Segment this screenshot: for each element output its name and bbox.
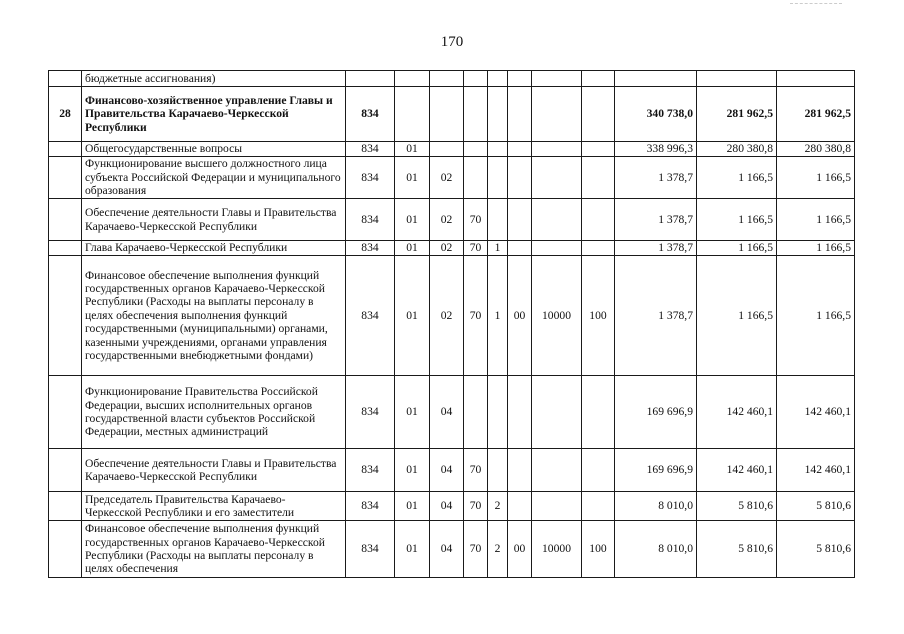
table-row — [49, 492, 855, 521]
row-code-subprogram — [488, 199, 508, 241]
row-code-vr: 100 — [582, 521, 615, 578]
row-code-direction: 10000 — [532, 256, 582, 376]
row-name: Функционирование высшего должностного лица субъекта Российской Федерации и муниципального образования — [82, 157, 346, 199]
row-value-2: 142 460,1 — [697, 449, 777, 492]
row-code-pr: 02 — [430, 199, 464, 241]
row-code-rz: 01 — [395, 492, 430, 521]
row-code-gr: 834 — [346, 521, 395, 578]
row-code-program — [464, 87, 488, 142]
row-name: Финансовое обеспечение выполнения функций государственных органов Карачаево-Черкесской Республики (Расходы на выплаты персоналу в целях обеспечения выполнения функций государственными (муниципальными) органами, казенными учреждениями, органами управления государственными внебюджетными фондами) — [82, 256, 346, 376]
table-row — [49, 521, 855, 578]
row-value-3: 1 166,5 — [777, 241, 855, 256]
row-code-direction — [532, 492, 582, 521]
row-number — [49, 71, 82, 87]
row-code-group — [508, 199, 532, 241]
row-code-program — [464, 157, 488, 199]
row-code-gr: 834 — [346, 142, 395, 157]
row-code-pr: 02 — [430, 157, 464, 199]
row-value-2: 142 460,1 — [697, 376, 777, 449]
row-number — [49, 449, 82, 492]
row-code-group — [508, 376, 532, 449]
row-value-1: 1 378,7 — [615, 256, 697, 376]
row-code-pr: 02 — [430, 256, 464, 376]
row-value-3: 281 962,5 — [777, 87, 855, 142]
row-value-3: 5 810,6 — [777, 521, 855, 578]
row-code-gr: 834 — [346, 376, 395, 449]
row-code-rz — [395, 87, 430, 142]
table-row — [49, 376, 855, 449]
row-value-1 — [615, 71, 697, 87]
row-code-direction: 10000 — [532, 521, 582, 578]
row-code-gr: 834 — [346, 199, 395, 241]
row-code-direction — [532, 241, 582, 256]
row-value-2 — [697, 71, 777, 87]
row-code-vr — [582, 157, 615, 199]
row-code-vr — [582, 241, 615, 256]
table-row — [49, 449, 855, 492]
row-code-subprogram: 2 — [488, 492, 508, 521]
row-code-rz: 01 — [395, 142, 430, 157]
row-code-program — [464, 142, 488, 157]
row-code-pr: 04 — [430, 376, 464, 449]
row-code-program: 70 — [464, 521, 488, 578]
row-name: Обеспечение деятельности Главы и Правительства Карачаево-Черкесской Республики — [82, 199, 346, 241]
row-code-vr — [582, 199, 615, 241]
row-value-1: 338 996,3 — [615, 142, 697, 157]
row-code-group: 00 — [508, 521, 532, 578]
row-code-gr: 834 — [346, 87, 395, 142]
row-value-1: 169 696,9 — [615, 376, 697, 449]
row-value-2: 1 166,5 — [697, 199, 777, 241]
row-code-gr: 834 — [346, 492, 395, 521]
row-code-vr — [582, 87, 615, 142]
row-value-3: 142 460,1 — [777, 449, 855, 492]
table-row — [49, 241, 855, 256]
page-number: 170 — [440, 34, 464, 50]
table-row — [49, 199, 855, 241]
row-code-direction — [532, 376, 582, 449]
row-value-1: 1 378,7 — [615, 241, 697, 256]
row-code-direction — [532, 142, 582, 157]
table-row — [49, 142, 855, 157]
row-name: Глава Карачаево-Черкесской Республики — [82, 241, 346, 256]
row-code-group — [508, 71, 532, 87]
row-code-pr — [430, 71, 464, 87]
row-code-pr — [430, 87, 464, 142]
row-code-subprogram — [488, 376, 508, 449]
row-value-1: 8 010,0 — [615, 492, 697, 521]
budget-table — [48, 70, 855, 578]
row-number — [49, 492, 82, 521]
row-code-rz: 01 — [395, 521, 430, 578]
row-code-subprogram — [488, 449, 508, 492]
row-name: Финансово-хозяйственное управление Главы и Правительства Карачаево-Черкесской Республики — [82, 87, 346, 142]
row-value-3: 1 166,5 — [777, 157, 855, 199]
row-value-1: 1 378,7 — [615, 199, 697, 241]
row-value-2: 1 166,5 — [697, 256, 777, 376]
row-value-1: 340 738,0 — [615, 87, 697, 142]
row-number — [49, 376, 82, 449]
row-code-direction — [532, 157, 582, 199]
row-code-group — [508, 142, 532, 157]
row-code-pr: 04 — [430, 449, 464, 492]
row-code-program — [464, 376, 488, 449]
row-code-subprogram — [488, 87, 508, 142]
row-code-vr — [582, 449, 615, 492]
row-code-rz: 01 — [395, 199, 430, 241]
row-value-2: 1 166,5 — [697, 241, 777, 256]
table-row — [49, 256, 855, 376]
row-code-pr: 04 — [430, 492, 464, 521]
row-value-3: 142 460,1 — [777, 376, 855, 449]
row-code-rz: 01 — [395, 157, 430, 199]
row-code-rz: 01 — [395, 449, 430, 492]
row-code-program: 70 — [464, 241, 488, 256]
row-code-program — [464, 71, 488, 87]
row-name: Обеспечение деятельности Главы и Правительства Карачаево-Черкесской Республики — [82, 449, 346, 492]
row-number — [49, 199, 82, 241]
row-code-group — [508, 449, 532, 492]
row-value-2: 281 962,5 — [697, 87, 777, 142]
row-code-rz: 01 — [395, 376, 430, 449]
row-code-gr — [346, 71, 395, 87]
row-code-pr: 04 — [430, 521, 464, 578]
row-code-group: 00 — [508, 256, 532, 376]
row-code-program: 70 — [464, 449, 488, 492]
row-code-group — [508, 157, 532, 199]
row-value-1: 1 378,7 — [615, 157, 697, 199]
scan-artifact — [790, 3, 842, 5]
row-value-1: 8 010,0 — [615, 521, 697, 578]
row-code-gr: 834 — [346, 241, 395, 256]
row-code-group — [508, 492, 532, 521]
row-number — [49, 521, 82, 578]
row-code-gr: 834 — [346, 256, 395, 376]
row-value-3: 1 166,5 — [777, 199, 855, 241]
row-code-subprogram: 1 — [488, 241, 508, 256]
table-row — [49, 71, 855, 87]
row-code-gr: 834 — [346, 449, 395, 492]
row-name: Общегосударственные вопросы — [82, 142, 346, 157]
row-code-vr — [582, 376, 615, 449]
row-code-group — [508, 241, 532, 256]
row-code-program: 70 — [464, 199, 488, 241]
row-code-vr — [582, 71, 615, 87]
row-name: бюджетные ассигнования) — [82, 71, 346, 87]
row-code-rz: 01 — [395, 241, 430, 256]
row-value-3: 1 166,5 — [777, 256, 855, 376]
row-number: 28 — [49, 87, 82, 142]
row-value-3 — [777, 71, 855, 87]
row-code-pr — [430, 142, 464, 157]
row-code-subprogram — [488, 142, 508, 157]
row-name: Председатель Правительства Карачаево-Черкесской Республики и его заместители — [82, 492, 346, 521]
row-code-subprogram — [488, 71, 508, 87]
table-row — [49, 157, 855, 199]
row-value-3: 280 380,8 — [777, 142, 855, 157]
row-code-direction — [532, 199, 582, 241]
row-code-direction — [532, 71, 582, 87]
row-code-subprogram: 2 — [488, 521, 508, 578]
row-code-vr — [582, 492, 615, 521]
row-code-group — [508, 87, 532, 142]
row-name: Финансовое обеспечение выполнения функций государственных органов Карачаево-Черкесской Республики (Расходы на выплаты персоналу в целях обеспечения — [82, 521, 346, 578]
row-value-3: 5 810,6 — [777, 492, 855, 521]
row-code-program: 70 — [464, 256, 488, 376]
row-value-2: 1 166,5 — [697, 157, 777, 199]
row-code-vr: 100 — [582, 256, 615, 376]
row-code-direction — [532, 87, 582, 142]
row-name: Функционирование Правительства Российской Федерации, высших исполнительных органов государственной власти субъектов Российской Федерации, местных администраций — [82, 376, 346, 449]
row-value-1: 169 696,9 — [615, 449, 697, 492]
row-value-2: 280 380,8 — [697, 142, 777, 157]
row-code-gr: 834 — [346, 157, 395, 199]
row-number — [49, 157, 82, 199]
row-code-pr: 02 — [430, 241, 464, 256]
row-number — [49, 142, 82, 157]
row-code-direction — [532, 449, 582, 492]
row-value-2: 5 810,6 — [697, 492, 777, 521]
row-code-rz: 01 — [395, 256, 430, 376]
table-row — [49, 87, 855, 142]
row-code-program: 70 — [464, 492, 488, 521]
row-number — [49, 241, 82, 256]
row-value-2: 5 810,6 — [697, 521, 777, 578]
row-number — [49, 256, 82, 376]
row-code-subprogram — [488, 157, 508, 199]
row-code-vr — [582, 142, 615, 157]
row-code-rz — [395, 71, 430, 87]
row-code-subprogram: 1 — [488, 256, 508, 376]
table-body — [49, 71, 855, 578]
